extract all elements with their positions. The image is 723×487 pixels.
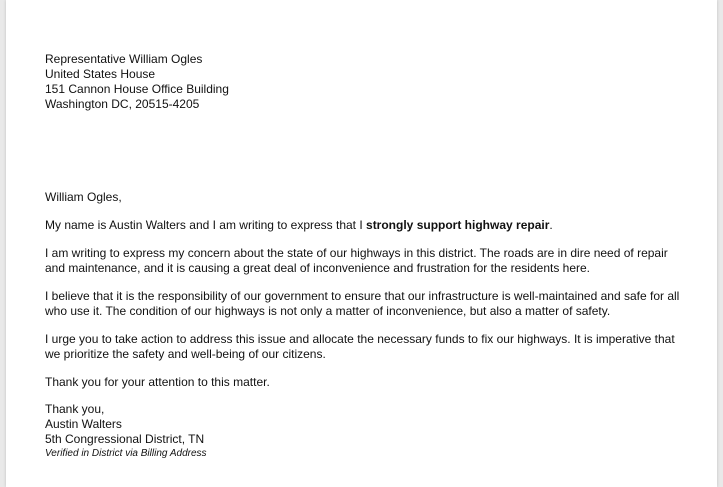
recipient-building: 151 Cannon House Office Building <box>45 82 229 96</box>
intro-emphasis: strongly support highway repair <box>366 218 550 232</box>
body-paragraph-concern: I am writing to express my concern about the state of our highways in this district. The roads are in dire need of repair and maintenance, and it is causing a great deal of inconvenience and frustration for the residents here. <box>45 246 668 275</box>
signer-name: Austin Walters <box>45 417 122 431</box>
recipient-city-zip: Washington DC, 20515-4205 <box>45 97 200 111</box>
letter-body <box>45 52 685 460</box>
recipient-chamber: United States House <box>45 67 156 81</box>
signer-district: 5th Congressional District, TN <box>45 432 205 446</box>
body-paragraph-urge: I urge you to take action to address this issue and allocate the necessary funds to fix our highways. It is imperative that we prioritize the safety and well-being of our citizens. <box>45 332 675 361</box>
closing-phrase: Thank you, <box>45 402 105 416</box>
signature-block <box>45 402 685 460</box>
intro-end: . <box>549 218 553 232</box>
recipient-address <box>45 52 685 112</box>
body-paragraph-responsibility: I believe that it is the responsibility of our government to ensure that our infrastructure is well-maintained and safe for all who use it. The condition of our highways is not only a matter of inconvenience, but also a matter of safety. <box>45 289 680 318</box>
salutation: William Ogles, <box>45 190 122 204</box>
letter-page <box>6 0 717 487</box>
body-paragraph-thanks: Thank you for your attention to this matter. <box>45 375 270 389</box>
intro-paragraph <box>45 218 685 233</box>
intro-text: My name is Austin Walters and I am writing to express that I <box>45 218 367 232</box>
verification-note: Verified in District via Billing Address <box>45 448 207 459</box>
recipient-name: Representative William Ogles <box>45 52 203 66</box>
